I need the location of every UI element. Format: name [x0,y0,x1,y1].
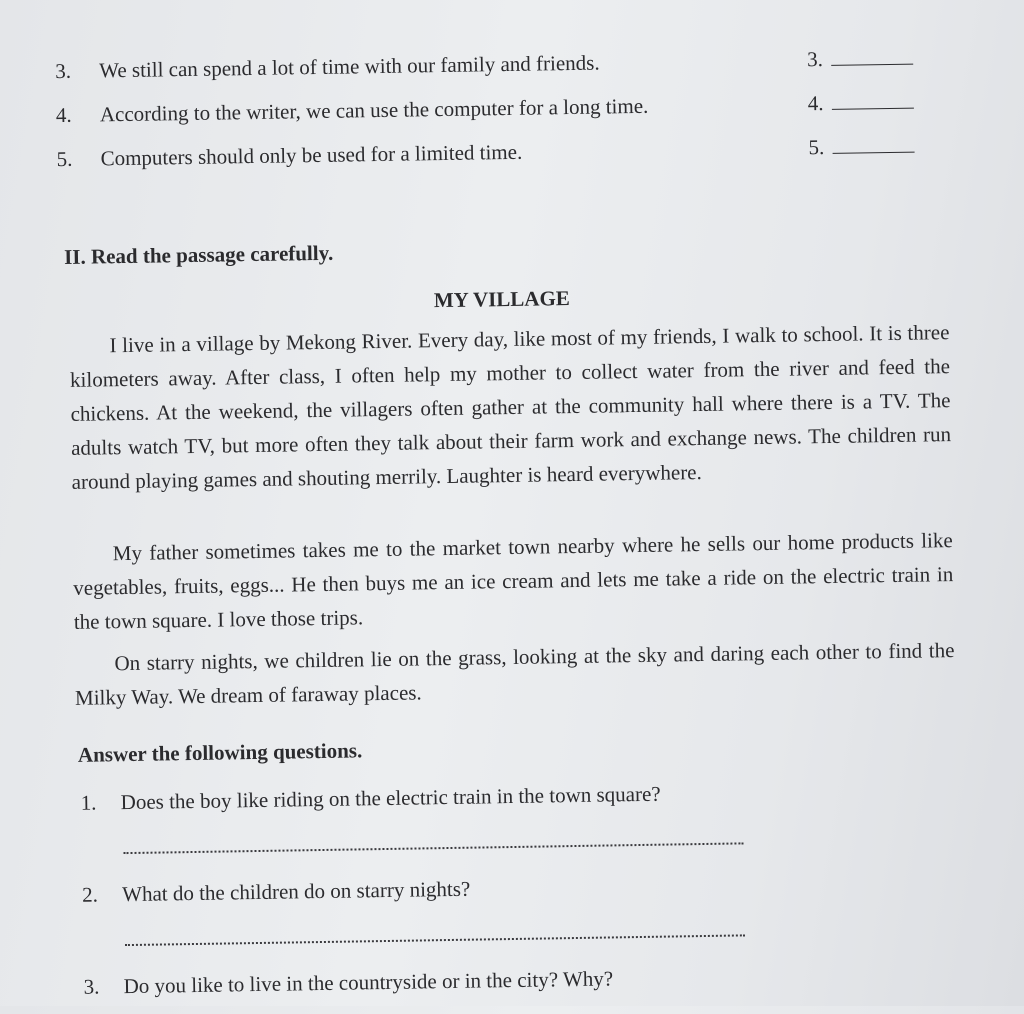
passage-title: MY VILLAGE [433,286,570,313]
answer-blank-line [832,107,914,110]
question-text: Does the boy like riding on the electric train in the town square? [120,781,661,815]
question-row [80,777,961,815]
statement-number: 5. [56,146,73,172]
question-row [83,961,963,999]
answer-blank[interactable] [808,90,914,117]
question-row [81,869,962,907]
answer-line[interactable] [125,934,745,946]
answer-blank-number: 4. [807,91,824,116]
question-text: What do the children do on starry nights? [121,876,471,907]
answer-blank-line [832,151,914,154]
answer-blank[interactable] [807,46,913,73]
section-heading: II. Read the passage carefully. [63,240,334,269]
answer-blank-line [831,63,913,66]
question-number: 2. [81,882,99,907]
statement-number: 4. [55,102,72,128]
questions-heading: Answer the following questions. [77,738,363,767]
statement-number: 3. [55,58,72,84]
passage-paragraph: My father sometimes takes me to the market town nearby where he sells our home products like vegetables, fruits, eggs... He then buys me an ice cream and lets me take a ride on the electric train in the town square. I love those trips. [73,528,954,634]
answer-blank[interactable] [808,134,914,161]
passage-paragraph: I live in a village by Mekong River. Every day, like most of my friends, I walk to school. It is three kilometers away. After class, I often help my mother to collect water from the river and feed the chickens. At the weekend, the villagers often gather at the community hall where there is a TV. The adults watch TV, but more often they talk about their farm work and exchange news. The children run around playing games and shouting merrily. Laughter is heard everywhere. [69,320,952,494]
question-number: 3. [83,974,100,999]
passage-paragraph: On starry nights, we children lie on the grass, looking at the sky and daring each other to find the Milky Way. We dream of faraway places. [74,638,955,710]
answer-line[interactable] [123,842,743,854]
answer-blank-number: 5. [808,135,825,160]
statement-row [56,133,927,187]
statement-text: Computers should only be used for a limited time. [100,139,523,171]
statement-text: According to the writer, we can use the computer for a long time. [99,93,649,127]
statement-text: We still can spend a lot of time with our family and friends. [99,50,600,83]
answer-blank-number: 3. [806,47,824,72]
question-number: 1. [80,790,97,815]
question-text: Do you like to live in the countryside or in the city? Why? [123,966,614,999]
